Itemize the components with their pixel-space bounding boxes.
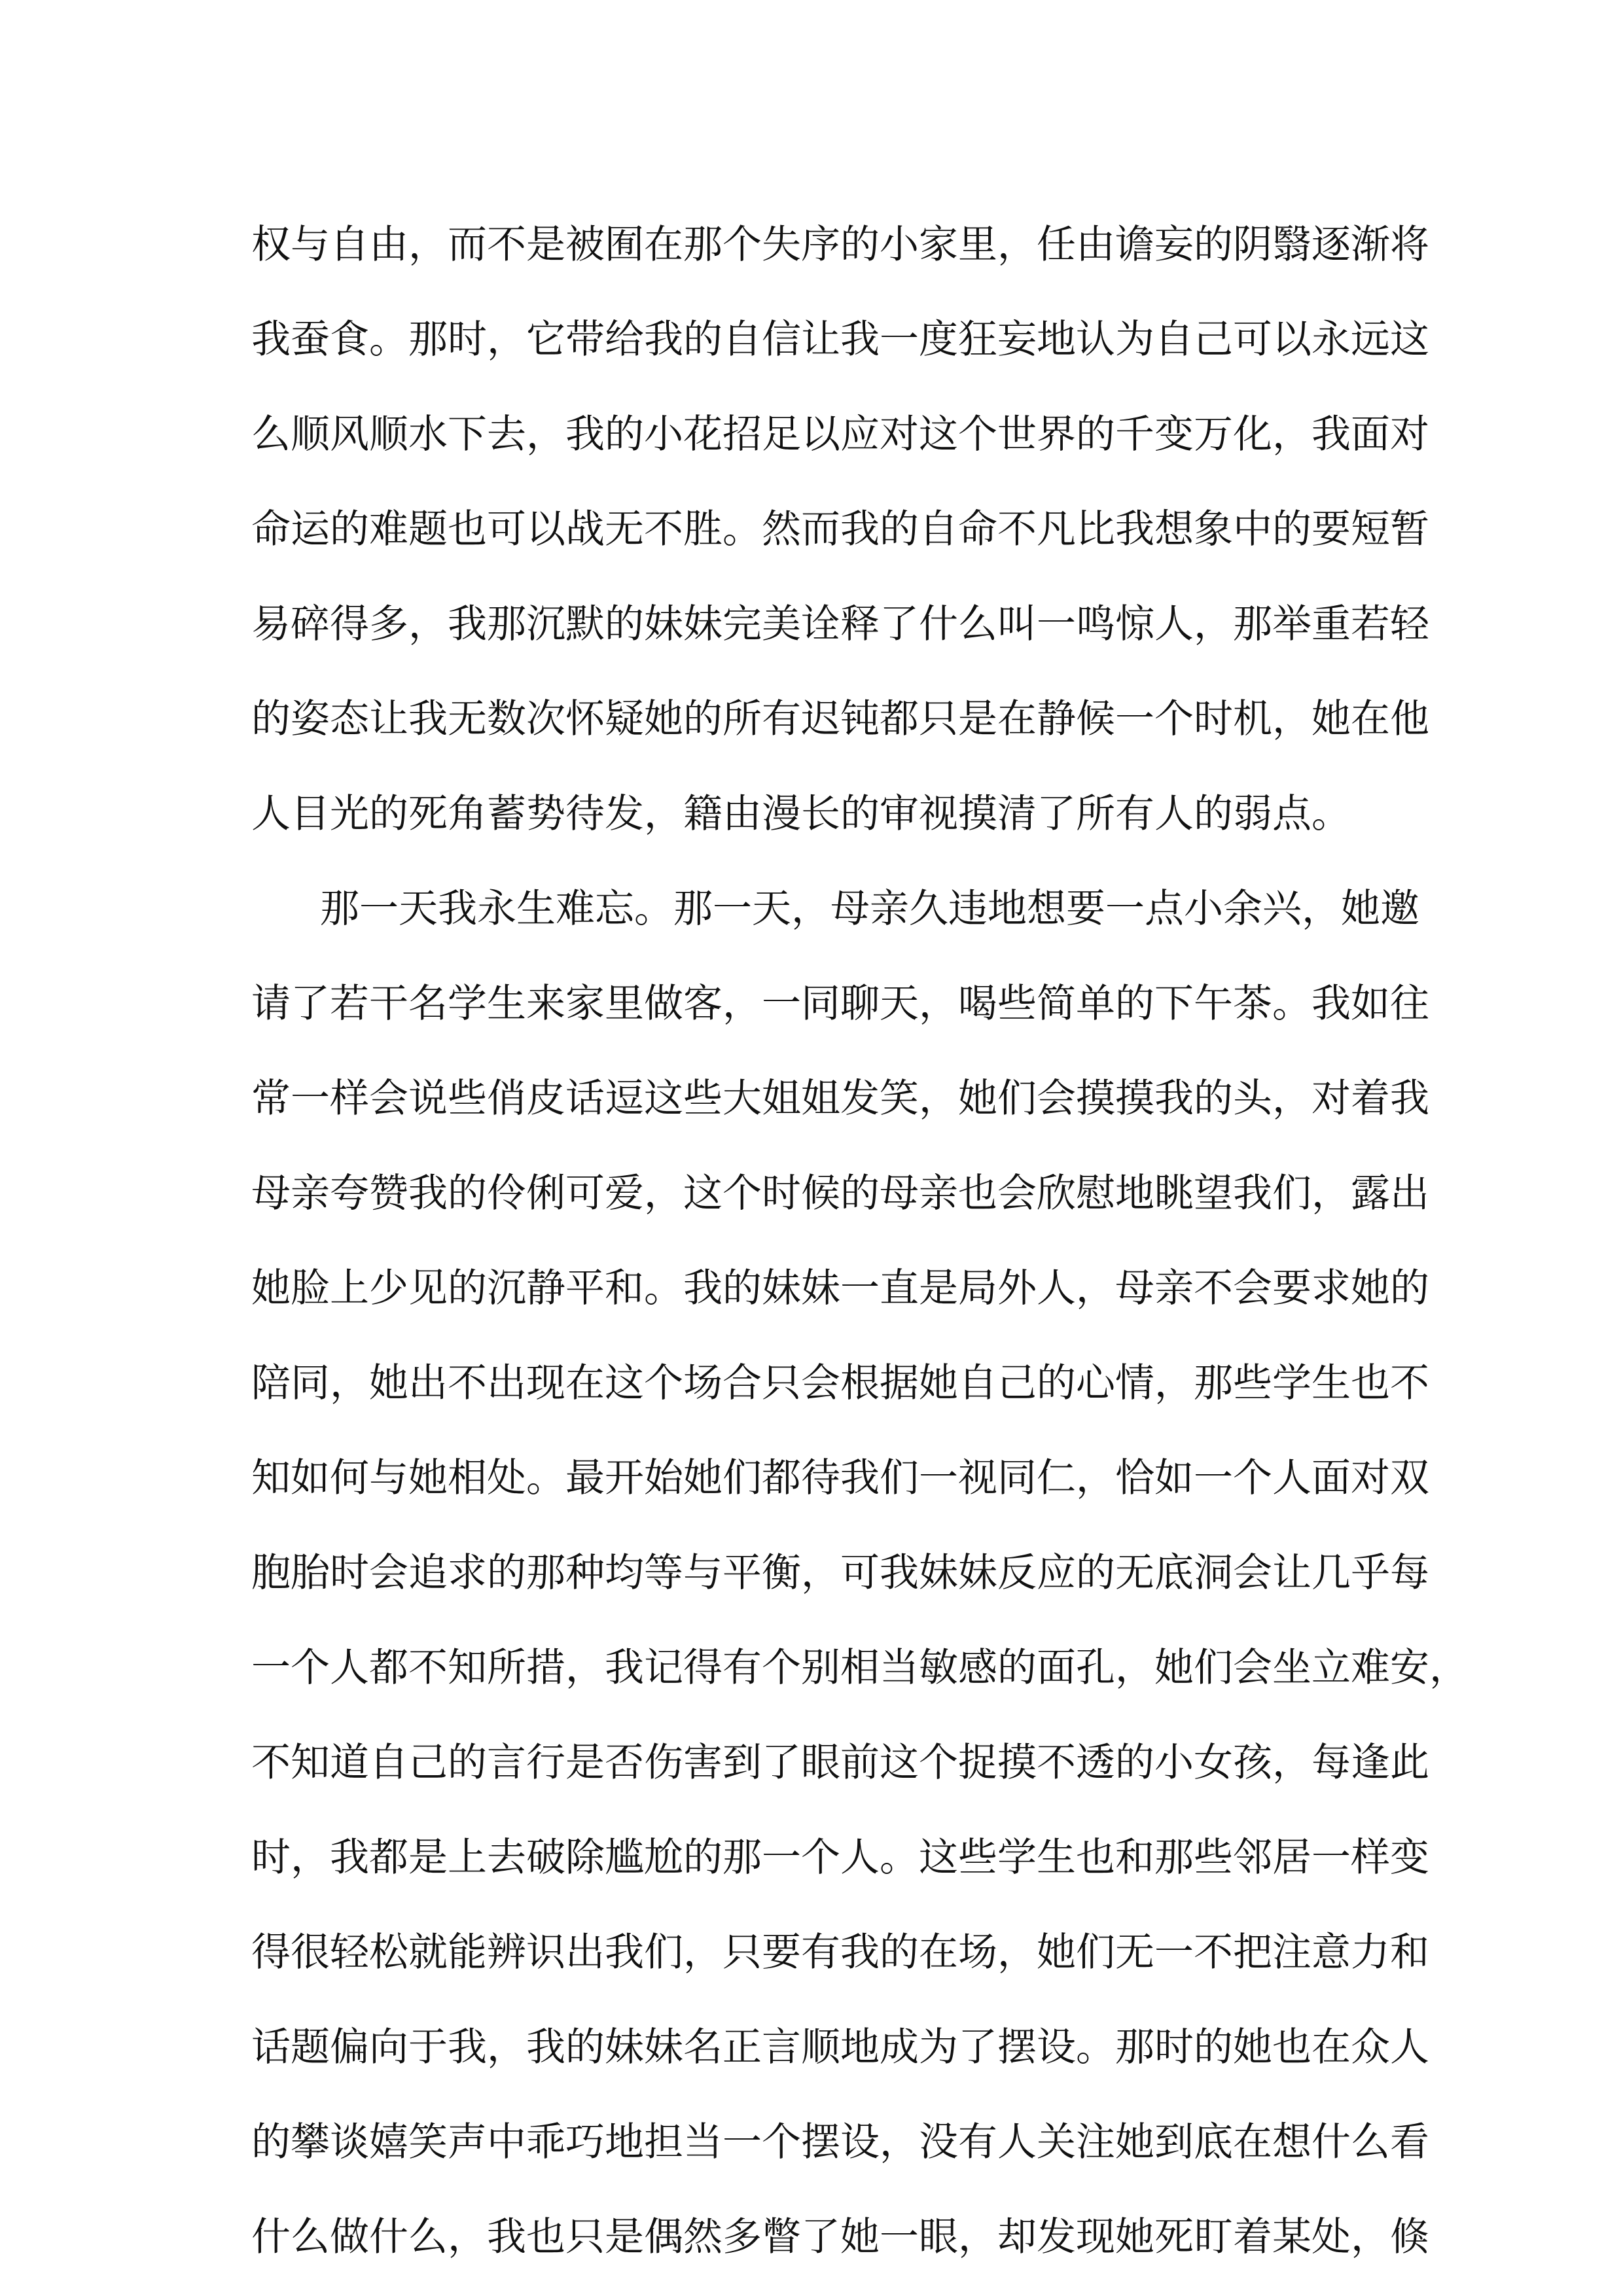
text-line: 么顺风顺水下去，我的小花招足以应对这个世界的千变万化，我面对 bbox=[251, 412, 1429, 457]
text-line: 胞胎时会追求的那种均等与平衡，可我妹妹反应的无底洞会让几乎每 bbox=[251, 1550, 1429, 1596]
text-line: 陪同，她出不出现在这个场合只会根据她自己的心情，那些学生也不 bbox=[251, 1360, 1429, 1406]
text-line: 那一天我永生难忘。那一天，母亲久违地想要一点小余兴，她邀 bbox=[320, 886, 1419, 932]
text-line: 时，我都是上去破除尴尬的那一个人。这些学生也和那些邻居一样变 bbox=[251, 1835, 1429, 1881]
text-line: 话题偏向于我，我的妹妹名正言顺地成为了摆设。那时的她也在众人 bbox=[251, 2024, 1429, 2070]
text-line: 常一样会说些俏皮话逗这些大姐姐发笑，她们会摸摸我的头，对着我 bbox=[251, 1076, 1429, 1122]
text-line: 我蚕食。那时，它带给我的自信让我一度狂妄地认为自己可以永远这 bbox=[251, 317, 1429, 362]
text-line: 得很轻松就能辨识出我们，只要有我的在场，她们无一不把注意力和 bbox=[251, 1930, 1429, 1975]
text-line: 一个人都不知所措，我记得有个别相当敏感的面孔，她们会坐立难安， bbox=[251, 1645, 1469, 1691]
text-line: 人目光的死角蓄势待发，籍由漫长的审视摸清了所有人的弱点。 bbox=[251, 791, 1351, 837]
text-line: 什么做什么，我也只是偶然多瞥了她一眼，却发现她死盯着某处，倏 bbox=[251, 2214, 1429, 2260]
text-line: 知如何与她相处。最开始她们都待我们一视同仁，恰如一个人面对双 bbox=[251, 1455, 1429, 1501]
text-line: 权与自由，而不是被囿在那个失序的小家里，任由谵妄的阴翳逐渐将 bbox=[251, 222, 1429, 268]
text-line: 易碎得多，我那沉默的妹妹完美诠释了什么叫一鸣惊人，那举重若轻 bbox=[251, 601, 1429, 647]
text-line: 母亲夸赞我的伶俐可爱，这个时候的母亲也会欣慰地眺望我们，露出 bbox=[251, 1171, 1429, 1216]
text-line: 她脸上少见的沉静平和。我的妹妹一直是局外人，母亲不会要求她的 bbox=[251, 1265, 1429, 1311]
text-line: 命运的难题也可以战无不胜。然而我的自命不凡比我想象中的要短暂 bbox=[251, 506, 1429, 552]
text-line: 的攀谈嬉笑声中乖巧地担当一个摆设，没有人关注她到底在想什么看 bbox=[251, 2119, 1429, 2165]
text-line: 不知道自己的言行是否伤害到了眼前这个捉摸不透的小女孩，每逢此 bbox=[251, 1740, 1429, 1786]
text-line: 请了若干名学生来家里做客，一同聊天，喝些简单的下午茶。我如往 bbox=[251, 981, 1429, 1027]
text-line: 的姿态让我无数次怀疑她的所有迟钝都只是在静候一个时机，她在他 bbox=[251, 696, 1429, 742]
